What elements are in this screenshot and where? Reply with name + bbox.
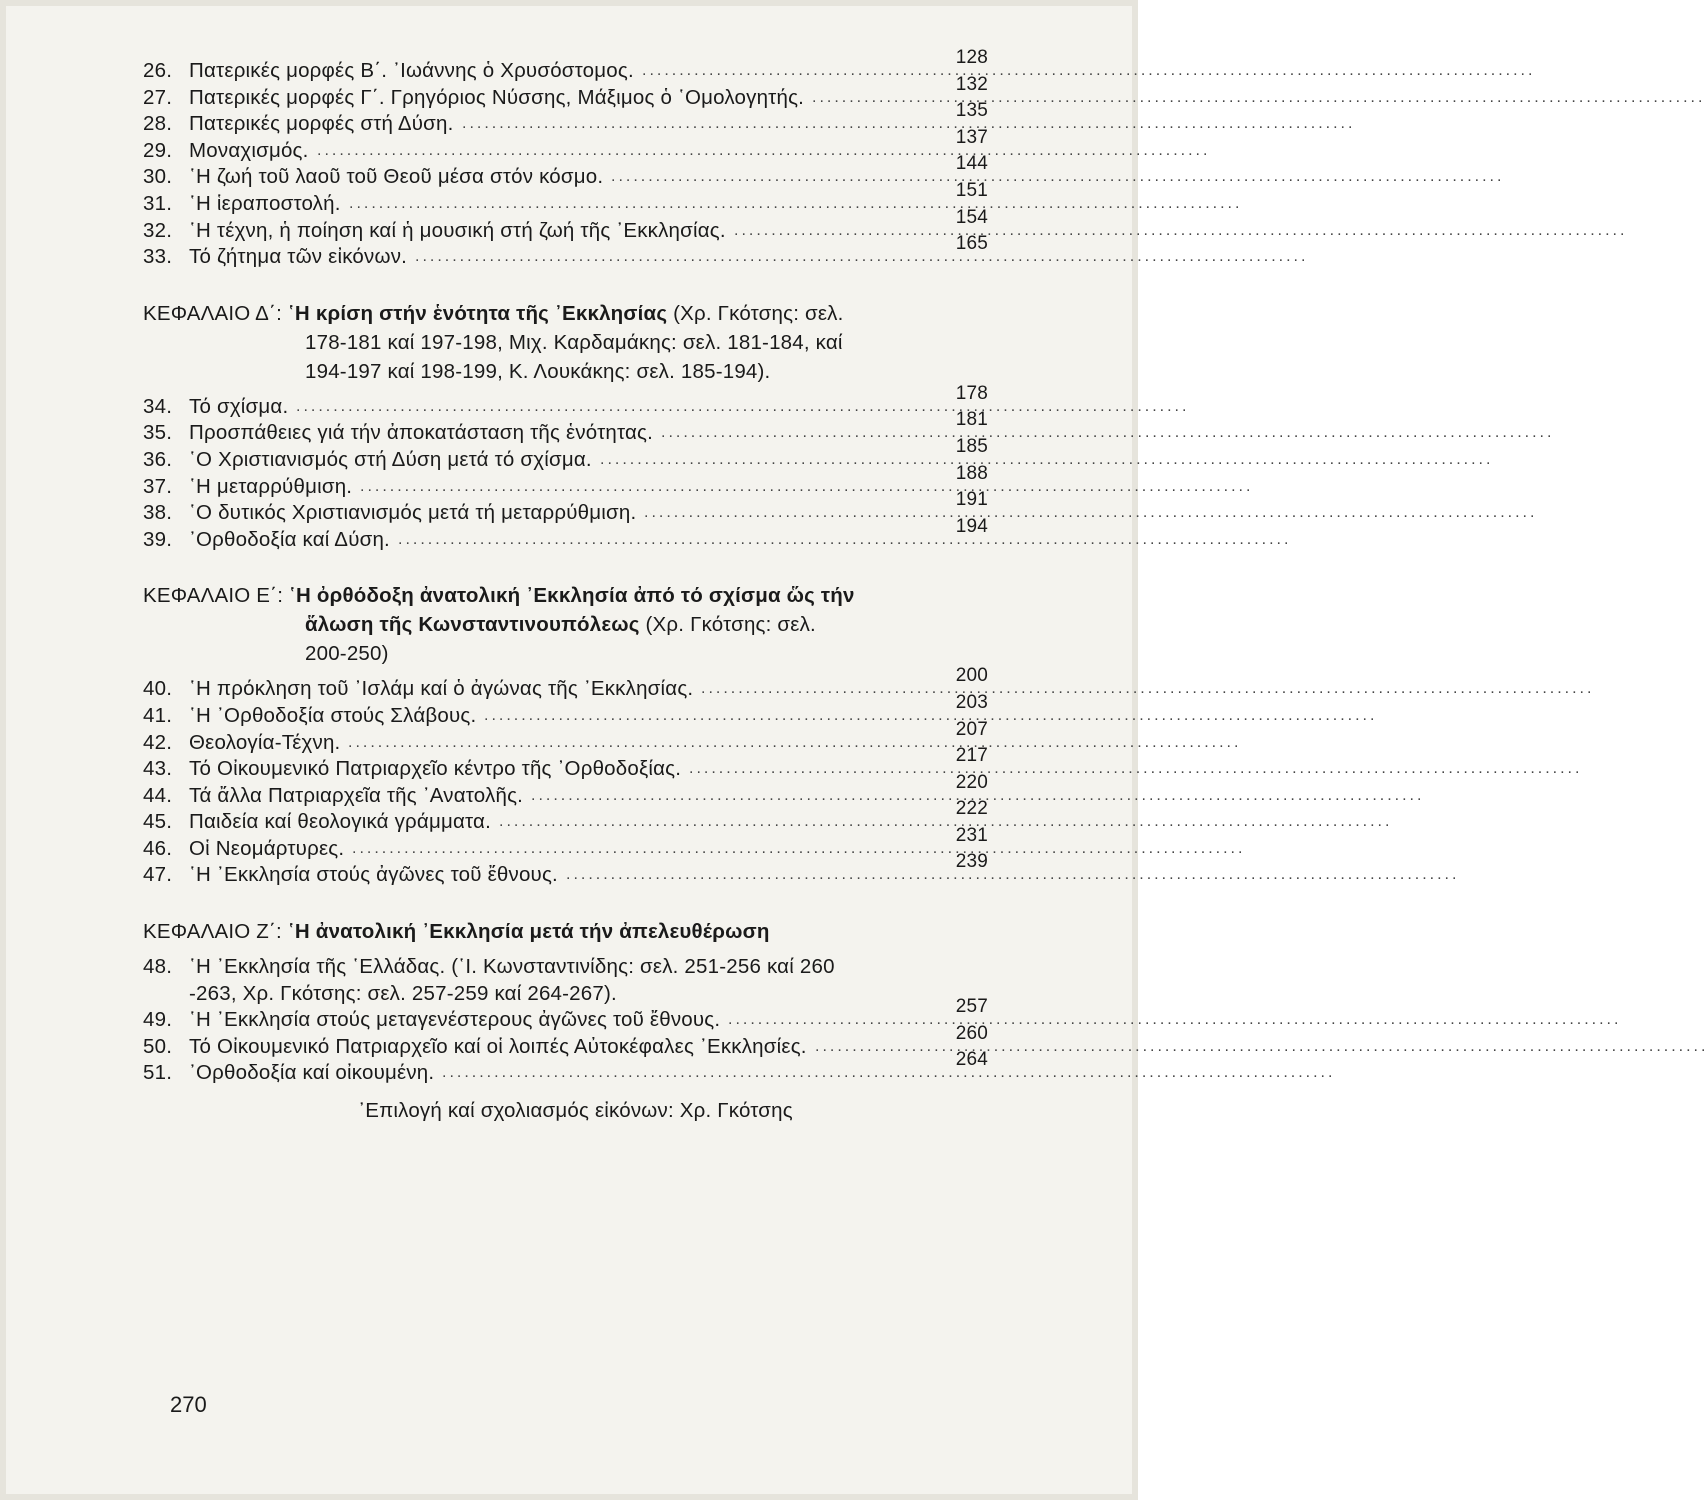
entry-title: ᾿Ορθοδοξία καί οἰκουμένη. [189, 1061, 435, 1085]
entry-page-number: 194 [955, 515, 988, 537]
entry-number: 49. [143, 1008, 173, 1032]
entry-title: Πατερικές μορφές Γ΄. Γρηγόριος Νύσσης, Μάξιμος ὁ ῾Ομολογητής. [189, 85, 805, 109]
entry-page-number: 200 [955, 665, 988, 687]
entry-number: 36. [143, 447, 173, 471]
dot-leader: ........................................................................................................................ [566, 866, 1460, 884]
entry-title: Παιδεία καί θεολογικά γράμματα. [189, 810, 491, 834]
entry-number: 29. [143, 138, 173, 162]
toc-entry [143, 47, 1536, 85]
entry-page-number: 151 [955, 179, 988, 201]
toc-section-d [143, 382, 1555, 554]
entry-title: ῾Η πρόκληση τοῦ ᾿Ισλάμ καί ὁ ἀγώνας τῆς ᾿Εκκλησίας. [189, 677, 694, 701]
entry-number: 44. [143, 783, 173, 807]
entry-title: Πατερικές μορφές στή Δύση. [189, 112, 454, 136]
entry-title: ῾Η ᾿Εκκλησία τῆς ῾Ελλάδας. (῾Ι. Κωνσταντινίδης: σελ. 251-256 καί 260 [189, 955, 835, 979]
entry-page-number: 220 [955, 771, 988, 793]
toc-entry [143, 824, 1246, 863]
toc-entry [143, 745, 1583, 783]
dot-leader: ........................................................................................................................ [661, 424, 1555, 442]
dot-leader: ........................................................................................................................ [360, 477, 1254, 495]
toc-entry [143, 382, 1190, 421]
chapter-note: (Χρ. Γκότσης: σελ. [673, 301, 844, 325]
entry-page-number: 260 [955, 1022, 988, 1044]
entry-page-number: 144 [955, 153, 988, 175]
entry-page-number: 203 [955, 691, 988, 713]
entry-page-number: 188 [955, 462, 988, 484]
dot-leader: ........................................................................................................................ [531, 786, 1425, 804]
entry-page-number: 181 [955, 409, 988, 431]
dot-leader: ........................................................................................................................ [317, 141, 1211, 159]
toc-section-c [143, 47, 1706, 271]
entry-title: Πατερικές μορφές Β΄. ᾿Ιωάννης ὁ Χρυσόστομος. [189, 59, 634, 82]
toc-entry [143, 771, 1425, 810]
entry-title: ῾Ο Χριστιανισμός στή Δύση μετά τό σχίσμα. [189, 447, 592, 471]
dot-leader: ........................................................................................................................ [642, 62, 1536, 79]
entry-page-number: 135 [955, 100, 988, 122]
entry-number: 40. [143, 677, 173, 701]
entry-title: ῾Η μεταρρύθμιση. [189, 474, 353, 498]
entry-page-number: 222 [955, 798, 988, 820]
entry-title: ῾Η ᾿Ορθοδοξία στούς Σλάβους. [189, 703, 477, 727]
dot-leader: ........................................................................................................................ [462, 115, 1356, 133]
entry-page-number: 231 [955, 824, 988, 846]
chapter-label: ΚΕΦΑΛΑΙΟ Δ΄: [143, 301, 282, 325]
dot-leader: ........................................................................................................................ [349, 194, 1243, 212]
entry-number: 28. [143, 112, 173, 136]
chapter-label: ΚΕΦΑΛΑΙΟ Ε΄: [143, 584, 284, 608]
toc-entry [143, 153, 1505, 191]
toc-entry [143, 1049, 1336, 1087]
chapter-title: ῾Η κρίση στήν ἑνότητα τῆς ᾿Εκκλησίας [287, 301, 668, 325]
entry-title: Θεολογία-Τέχνη. [189, 730, 341, 754]
dot-leader: ........................................................................................................................ [484, 706, 1378, 724]
toc-entry [143, 462, 1254, 501]
dot-leader: ........................................................................................................................ [815, 1037, 1708, 1055]
toc-entry [143, 996, 1622, 1034]
entry-number: 34. [143, 394, 173, 418]
chapter-note-line: 178-181 καί 197-198, Μιχ. Καρδαμάκης: σελ. 181-184, καί [305, 330, 843, 354]
dot-leader: ........................................................................................................................ [734, 221, 1628, 239]
entry-number: 26. [143, 59, 173, 82]
dot-leader: ........................................................................................................................ [689, 760, 1583, 778]
chapter-title-continued: ἅλωση τῆς Κωνσταντινουπόλεως [305, 613, 640, 637]
page-number: 270 [170, 1392, 207, 1417]
entry-number: 43. [143, 757, 173, 781]
dot-leader: ........................................................................................................................ [296, 397, 1190, 415]
entry-title: ῾Η ᾿Εκκλησία στούς ἀγῶνες τοῦ ἔθνους. [189, 863, 558, 887]
dot-leader: ........................................................................................................................ [611, 168, 1505, 186]
entry-number: 41. [143, 703, 173, 727]
entry-number: 47. [143, 863, 173, 887]
chapter-heading-d [143, 299, 1008, 386]
entry-number: 39. [143, 527, 173, 551]
toc-entry [143, 435, 1494, 474]
entry-title: Οἱ Νεομάρτυρες. [189, 836, 345, 860]
entry-page-number: 137 [955, 126, 988, 148]
dot-leader: ........................................................................................................................ [352, 839, 1246, 857]
dot-leader: ........................................................................................................................ [442, 1064, 1336, 1082]
toc-entry [143, 515, 1292, 554]
dot-leader: ........................................................................................................................ [812, 88, 1706, 106]
entry-title: ᾿Ορθοδοξία καί Δύση. [189, 527, 390, 551]
toc-entry [143, 73, 1706, 112]
chapter-label: ΚΕΦΑΛΑΙΟ Ζ΄: [143, 920, 282, 944]
entry-number: 42. [143, 730, 173, 754]
chapter-title: ῾Η ἀνατολική ᾿Εκκλησία μετά τήν ἀπελευθέρωση [287, 920, 770, 944]
dot-leader: ........................................................................................................................ [415, 248, 1309, 266]
entry-number: 33. [143, 245, 173, 269]
chapter-note: (Χρ. Γκότσης: σελ. [645, 613, 816, 637]
toc-entry-continued [143, 981, 1008, 1008]
entry-title: Τό ζήτημα τῶν εἰκόνων. [189, 245, 408, 269]
chapter-title: ῾Η ὀρθόδοξη ἀνατολική ᾿Εκκλησία ἀπό τό σχίσμα ὥς τήν [289, 584, 855, 608]
dot-leader: ........................................................................................................................ [499, 813, 1393, 831]
entry-page-number: 264 [955, 1049, 988, 1071]
toc-entry [143, 179, 1243, 218]
entry-number: 45. [143, 810, 173, 834]
dot-leader: ........................................................................................................................ [644, 504, 1538, 522]
toc-entry [143, 126, 1211, 165]
entry-number: 32. [143, 218, 173, 242]
entry-page-number: 207 [955, 718, 988, 740]
toc-entry [143, 233, 1309, 271]
entry-title: ῾Ο δυτικός Χριστιανισμός μετά τή μεταρρύθμιση. [189, 501, 637, 525]
entry-page-number: 178 [955, 382, 988, 404]
entry-page-number: 257 [955, 996, 988, 1018]
dot-leader: ........................................................................................................................ [348, 733, 1242, 751]
toc-entry [143, 206, 1628, 245]
entry-number: 46. [143, 836, 173, 860]
entry-title: Τά ἄλλα Πατριαρχεῖα τῆς ᾿Ανατολῆς. [189, 783, 524, 807]
entry-number: 48. [143, 955, 173, 979]
entry-page-number: 191 [955, 489, 988, 511]
entry-title: Προσπάθειες γιά τήν ἀποκατάσταση τῆς ἑνότητας. [189, 421, 654, 445]
toc-entry [143, 691, 1378, 730]
dot-leader: ........................................................................................................................ [600, 450, 1494, 468]
toc-section-e [143, 665, 1595, 889]
chapter-note-line: 200-250) [305, 642, 389, 666]
entry-page-number: 128 [955, 47, 988, 68]
entry-title: ῾Η τέχνη, ἡ ποίηση καί ἡ μουσική στή ζωή τῆς ᾿Εκκλησίας. [189, 218, 726, 242]
entry-title: Τό Οἰκουμενικό Πατριαρχεῖο καί οἱ λοιπές Αὐτοκέφαλες ᾿Εκκλησίες. [189, 1034, 807, 1058]
chapter-title-line [143, 610, 1008, 639]
entry-title: ῾Η ἱεραποστολή. [189, 191, 341, 215]
toc-section-z [143, 954, 1708, 1087]
toc-entry [143, 489, 1538, 527]
entry-title: Τό σχίσμα. [189, 394, 289, 418]
entry-title-continued: -263, Χρ. Γκότσης: σελ. 257-259 καί 264-267). [189, 981, 617, 1005]
entry-number: 27. [143, 85, 173, 109]
entry-number: 31. [143, 191, 173, 215]
entry-title: ῾Η ζωή τοῦ λαοῦ τοῦ Θεοῦ μέσα στόν κόσμο. [189, 165, 604, 189]
entry-title: ῾Η ᾿Εκκλησία στούς μεταγενέστερους ἀγῶνες τοῦ ἔθνους. [189, 1008, 721, 1032]
image-credit: ᾿Επιλογή καί σχολιασμός εἰκόνων: Χρ. Γκότσης [358, 1099, 793, 1123]
chapter-note-line: 194-197 καί 198-199, Κ. Λουκάκης: σελ. 185-194). [305, 359, 771, 383]
entry-title: Τό Οἰκουμενικό Πατριαρχεῖο κέντρο τῆς ᾿Ορθοδοξίας. [189, 757, 682, 781]
entry-number: 50. [143, 1034, 173, 1058]
entry-page-number: 217 [955, 745, 988, 767]
toc-entry [143, 798, 1393, 836]
chapter-heading-e [143, 581, 1008, 668]
entry-page-number: 185 [955, 435, 988, 457]
toc-entry [143, 1022, 1708, 1061]
toc-entry [143, 851, 1460, 889]
table-of-contents [143, 47, 1708, 1123]
dot-leader: ........................................................................................................................ [701, 680, 1595, 698]
entry-title: Μοναχισμός. [189, 138, 309, 162]
entry-number: 38. [143, 501, 173, 525]
chapter-heading-z [143, 917, 1008, 946]
entry-number: 35. [143, 421, 173, 445]
dot-leader: ........................................................................................................................ [398, 530, 1292, 548]
toc-entry [143, 100, 1356, 138]
toc-entry [143, 665, 1595, 703]
dot-leader: ........................................................................................................................ [728, 1011, 1622, 1029]
toc-entry [143, 409, 1555, 447]
toc-entry [143, 718, 1242, 757]
entry-number: 37. [143, 474, 173, 498]
entry-page-number: 165 [955, 233, 988, 255]
entry-page-number: 154 [955, 206, 988, 228]
entry-page-number: 239 [955, 851, 988, 873]
entry-number: 51. [143, 1061, 173, 1085]
toc-entry [143, 954, 1008, 981]
entry-number: 30. [143, 165, 173, 189]
entry-page-number: 132 [955, 73, 988, 95]
